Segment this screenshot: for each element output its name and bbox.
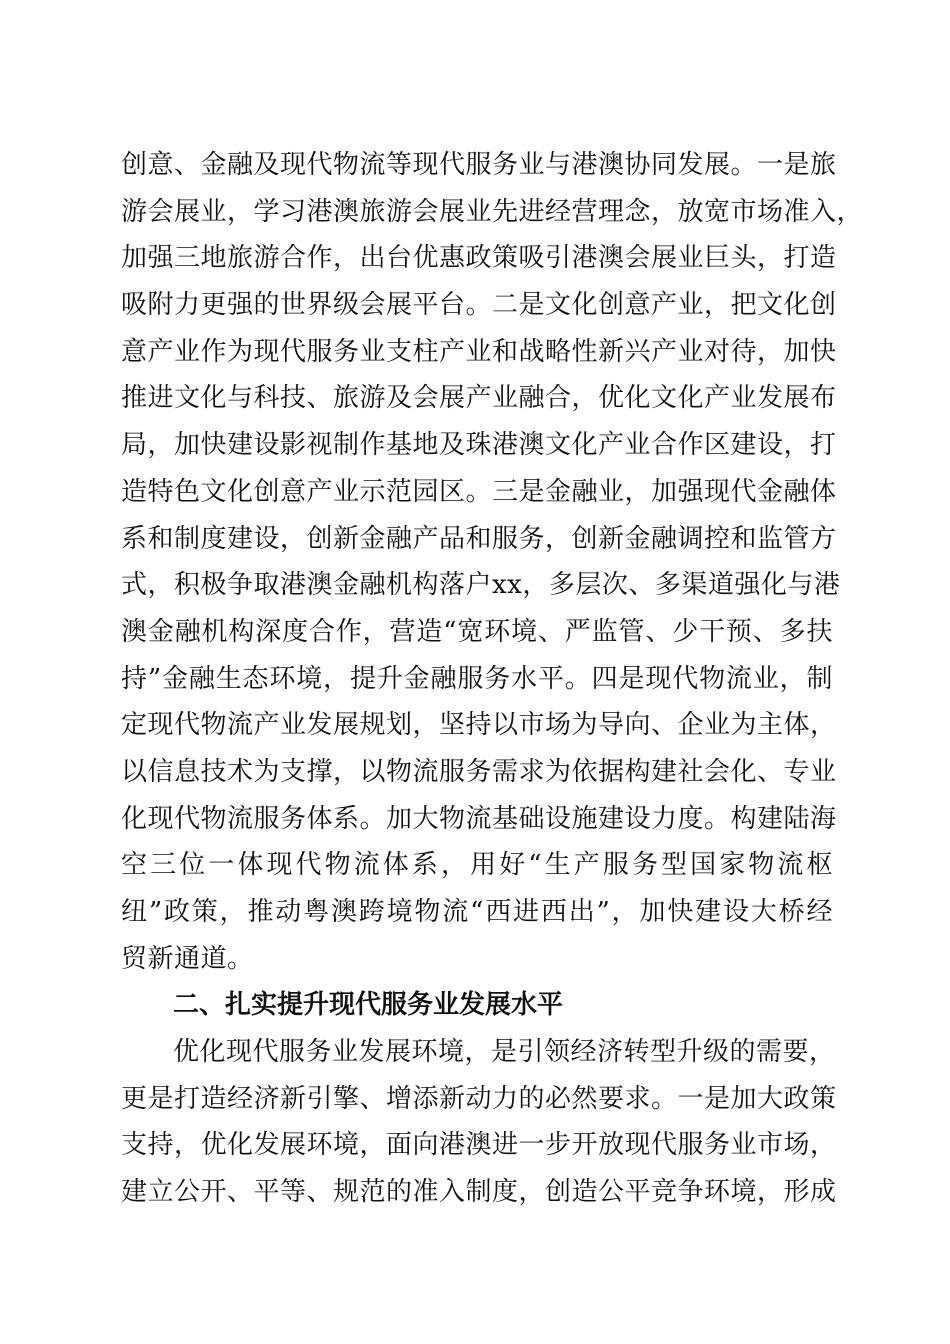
text-line: 化现代物流服务体系。加大物流基础设施建设力度。构建陆海	[121, 803, 837, 834]
text-line: 更是打造经济新引擎、增添新动力的必然要求。一是加大政策	[121, 1083, 837, 1114]
text-line: 加强三地旅游合作，出台优惠政策吸引港澳会展业巨头，打造	[121, 243, 837, 274]
text-line: 式，积极争取港澳金融机构落户xx，多层次、多渠道强化与港	[121, 570, 841, 601]
paragraph-service-environment	[121, 1029, 837, 1216]
document-body	[121, 142, 864, 1216]
text-line: 推进文化与科技、旅游及会展产业融合，优化文化产业发展布	[121, 383, 837, 414]
text-line: 创意、金融及现代物流等现代服务业与港澳协同发展。一是旅	[121, 150, 837, 180]
text-line: 局，加快建设影视制作基地及珠港澳文化产业合作区建设，打	[121, 430, 837, 461]
text-line: 吸附力更强的世界级会展平台。二是文化创意产业，把文化创	[121, 290, 837, 321]
text-line: 澳金融机构深度合作，营造“宽环境、严监管、少干预、多扶	[121, 616, 833, 647]
paragraph-services-cooperation	[121, 142, 864, 982]
text-line: 意产业作为现代服务业支柱产业和战略性新兴产业对待，加快	[121, 336, 837, 367]
section-heading: 二、扎实提升现代服务业发展水平	[173, 990, 564, 1021]
text-line: 支持，优化发展环境，面向港澳进一步开放现代服务业市场，	[121, 1130, 837, 1161]
text-line: 游会展业，学习港澳旅游会展业先进经营理念，放宽市场准入，	[121, 196, 864, 227]
text-line: 贸新通道。	[121, 943, 254, 974]
text-line: 造特色文化创意产业示范园区。三是金融业，加强现代金融体	[121, 476, 837, 507]
text-line: 优化现代服务业发展环境，是引领经济转型升级的需要，	[173, 1037, 836, 1068]
text-line: 以信息技术为支撑，以物流服务需求为依据构建社会化、专业	[121, 756, 837, 787]
text-line: 系和制度建设，创新金融产品和服务，创新金融调控和监管方	[121, 523, 837, 554]
text-line: 持”金融生态环境，提升金融服务水平。四是现代物流业，制	[121, 663, 833, 694]
text-line: 纽”政策，推动粤澳跨境物流“西进西出”，加快建设大桥经	[121, 897, 833, 927]
text-line: 建立公开、平等、规范的准入制度，创造公平竞争环境，形成	[121, 1177, 837, 1208]
text-line: 定现代物流产业发展规划，坚持以市场为导向、企业为主体，	[121, 710, 837, 741]
text-line: 空三位一体现代物流体系，用好“生产服务型国家物流枢	[121, 850, 833, 881]
